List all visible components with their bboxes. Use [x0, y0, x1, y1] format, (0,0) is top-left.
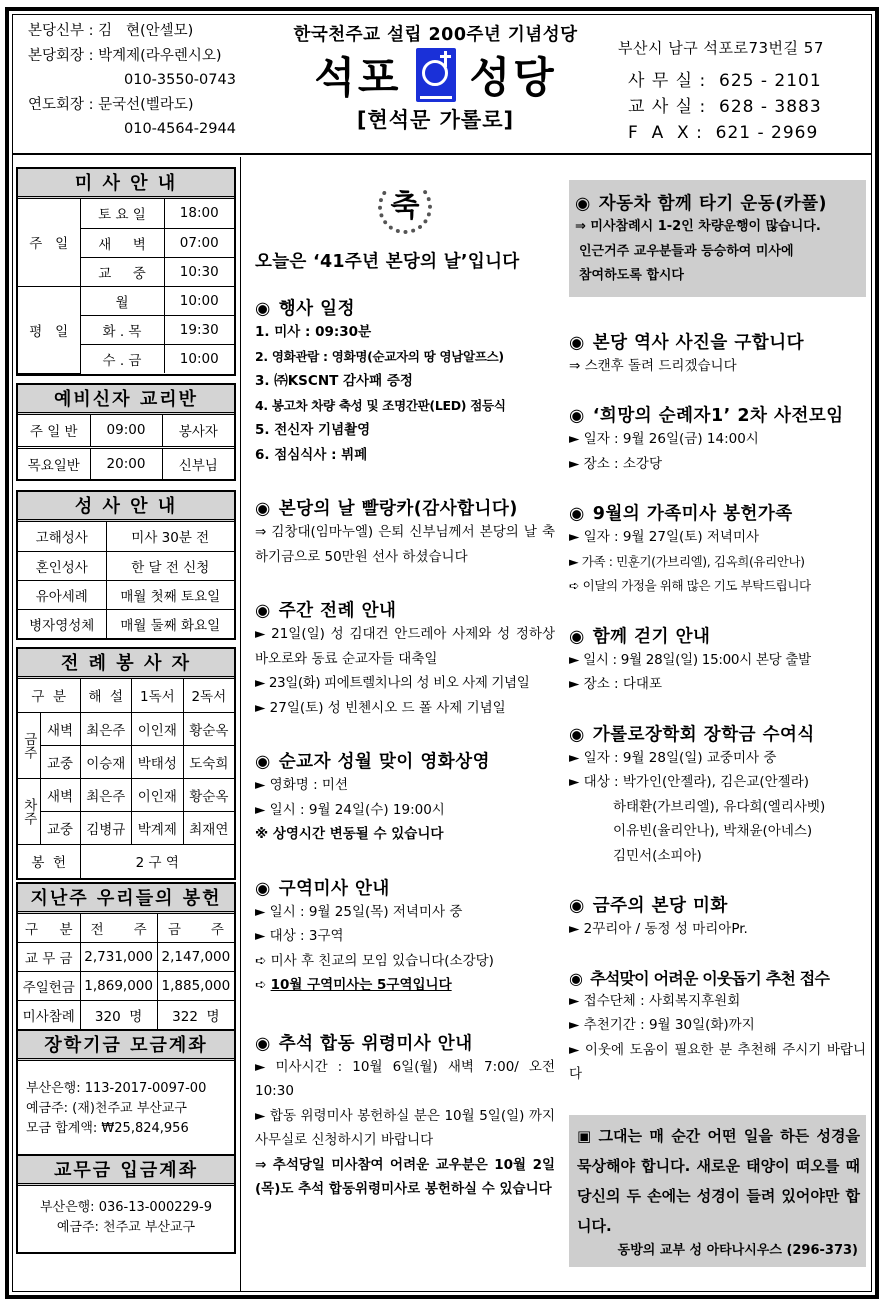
right-column: ◉ 자동차 함께 타기 운동(카풀) ⇒ 미사참례시 1-2인 차량운행이 많습니다. 인근거주 교우분들과 등승하여 미사에 참여하도록 합시다 ◉ 본당 역사 사진을 구합니다 ⇒ 스캔후 돌려 드리겠습니다 ◉ ‘희망의 순례자1’ 2차 사전모임 ► 일자 : 9월 26일(금) 14:00시 ► 장소 : 소강당 ◉ 9월의 가족미사 봉헌가족 ► 일자 : 9월 27일(토) 저녁미사 ► 가족 : 민훈기(가브리엘), 김옥희(유리안나) ➪ 이달의 가정을 위해 많은 기도 부탁드립니다 ◉ 함께 걷기 안내 ► 일시 : 9월 28일(일) 15:00시 본당 출발 ► 장소 : 다대포 ◉ 가롤로장학회 장학금 수여식 ► 일자 : 9월 28일(일) 교중미사 중 ► 대상 : 박가인(안젤라), 김은교(안젤라) 하태환(가브리엘), 유다희(엘리사벳) 이유빈(율리안나), 박채윤(아네스) 김민서(소피아) ◉ 금주의 본당 미화 ► 2꾸리아 / 동정 성 마리아Pr. ◉ 추석맞이 어려운 이웃돕기 추천 접수 ► 접수단체 : 사회복지후원회 ► 추천기간 : 9월 30일(화)까지 ► 이웃에 도움이 필요한 분 추천해 주시기 바랍니다 ▣ 그대는 매 순간 어떤 일을 하든 성경을 묵상해야 합니다. 새로운 태양이 떠오를 때 당신의 두 손에는 성경이 들려 있어야만 합니다. 동방의 교부 성 아타나시우스 (296-373) [569, 180, 866, 1267]
section-family-mass: ◉ 9월의 가족미사 봉헌가족 [569, 504, 793, 524]
mass-schedule-box [16, 167, 236, 376]
scripture-quote-box [569, 1115, 866, 1267]
celebration-emblem-icon: 축 [378, 180, 432, 234]
sacraments-title: 성 사 안 내 [18, 492, 234, 522]
parish-name [268, 48, 603, 102]
mass-schedule-table: 주 일 토 요 일 18:00 새 벽 07:00 교 중 10:30 평 일 월 10:00 화 . 목 19:30 수 . 금 10:00 [18, 199, 234, 374]
pastor: 본당신부 : 김 현(안셀모) [28, 23, 194, 39]
carpool-box: ◉ 자동차 함께 타기 운동(카풀) ⇒ 미사참례시 1-2인 차량운행이 많습니다. 인근거주 교우분들과 등승하여 미사에 참여하도록 합시다 [569, 180, 866, 297]
section-weekly-liturgy: ◉ 주간 전례 안내 [255, 601, 397, 621]
contact-teachers-room: 교 사 실 : 628 - 3883 [628, 97, 822, 117]
legion-chair: 연도회장 : 문국선(벨라도) [28, 96, 194, 113]
anniversary-subtitle: 한국천주교 설립 200주년 기념성당 [293, 25, 578, 45]
parish-name-right: 성당 [469, 53, 557, 102]
liturgy-servers-table: 구 분 해 설 1독서 2독서 금주 새벽 최은주 이인재 황순옥 교중 이승재 박태성 도숙희 차주 새벽 최은주 이인재 황순옥 교중 김병규 박계제 최재연 봉 헌 2 구 역 [18, 679, 234, 878]
section-scholarship-ceremony: ◉ 가롤로장학회 장학금 수여식 [569, 724, 815, 745]
section-chuseok-neighbors: ◉ 추석맞이 어려운 이웃돕기 추천 접수 [569, 968, 830, 988]
offerings-box [16, 882, 236, 1031]
quote-source: 동방의 교부 성 아타나시우스 (296-373) [617, 1242, 858, 1258]
sacraments-table: 고해성사 미사 30분 전 혼인성사 한 달 전 신청 유아세례 매월 첫째 토요일 병자영성체 매월 둘째 화요일 [18, 522, 234, 638]
left-sidebar [13, 157, 241, 1291]
parish-title-block [268, 15, 603, 134]
section-martyrs-movie: ◉ 순교자 성월 맞이 영화상영 [255, 752, 491, 772]
section-carpool: ◉ 자동차 함께 타기 운동(카풀) [575, 194, 828, 214]
section-history-photos: ◉ 본당 역사 사진을 구합니다 [569, 332, 805, 353]
contact-office: 사 무 실 : 625 - 2101 [628, 71, 822, 91]
quote-text: ▣ 그대는 매 순간 어떤 일을 하든 성경을 묵상해야 합니다. 새로운 태양이 떠오를 때 당신의 두 손에는 성경이 들려 있어야만 합니다. [577, 1126, 860, 1235]
bulletin-header [13, 15, 871, 155]
mass-schedule-title: 미 사 안 내 [18, 169, 234, 199]
liturgy-servers-title: 전 례 봉 사 자 [18, 649, 234, 679]
catechumen-table: 주 일 반 09:00 봉사자 목요일반 20:00 신부님 [18, 415, 234, 479]
scholarship-account-box [16, 1029, 236, 1157]
patron-saint: [현석문 가롤로] [356, 108, 515, 132]
scholarship-account-title: 장학기금 모금계좌 [18, 1031, 234, 1061]
section-chuseok-memorial-mass: ◉ 추석 합동 위령미사 안내 [255, 1033, 473, 1054]
sacraments-box [16, 490, 236, 640]
section-pilgrims-meeting: ◉ ‘희망의 순례자1’ 2차 사전모임 [569, 406, 844, 426]
council-chair-phone: 010-3550-0743 [124, 72, 236, 88]
section-walk-together: ◉ 함께 걷기 안내 [569, 626, 711, 647]
section-event-schedule: ◉ 행사 일정 [255, 299, 355, 319]
dues-account-details: 부산은행: 036-13-000229-9 예금주: 천주교 부산교구 [39, 1200, 213, 1235]
district-mass-next-month: 10월 구역미사는 5구역입니다 [270, 977, 452, 993]
scholarship-account-details: 부산은행: 113-2017-0097-00 예금주: (재)천주교 부산교구 모금 합계액: ₩25,824,956 [26, 1081, 207, 1136]
bullet-icon: ◉ [255, 299, 271, 319]
staff-info [28, 19, 236, 142]
legion-chair-phone: 010-4564-2944 [124, 121, 236, 137]
address: 부산시 남구 석포로73번길 57 [618, 39, 824, 57]
section-district-mass: ◉ 구역미사 안내 [255, 878, 390, 899]
dues-account-box [16, 1154, 236, 1254]
catechumen-title: 예비신자 교리반 [18, 385, 234, 415]
headline: 오늘은 ‘41주년 본당의 날’입니다 [255, 252, 520, 272]
offerings-title: 지난주 우리들의 봉헌 [18, 884, 234, 914]
parish-logo-icon [416, 48, 456, 102]
contact-info [618, 37, 824, 146]
section-anniversary-gift: ◉ 본당의 날 빨랑카(감사합니다) [255, 499, 518, 519]
offerings-table: 구 분 전 주 금 주 교 무 금 2,731,000 2,147,000 주일헌금 1,869,000 1,885,000 미사참례 320 명 322 명 [18, 914, 234, 1029]
liturgy-servers-box [16, 647, 236, 880]
middle-column: 축 오늘은 ‘41주년 본당의 날’입니다 ◉ 행사 일정 1. 미사 : 09:30분 2. 영화관람 : 영화명(순교자의 땅 영남알프스) 3. ㈜KSCNT 감사패 증정 4. 봉고차 차량 축성 및 조명간판(LED) 점등식 5. 전신자 기념촬영 6. 점심식사 : 뷔페 ◉ 본당의 날 빨랑카(감사합니다) ⇒ 김창대(임마누엘) 은퇴 신부님께서 본당의 날 축하기금으로 50만원 선사 하셨습니다 ◉ 주간 전례 안내 ► 21일(일) 성 김대건 안드레아 사제와 성 정하상 바오로와 동료 순교자들 대축일 ► 23일(화) 피에트렐치나의 성 비오 사제 기념일 ► 27일(토) 성 빈첸시오 드 폴 사제 기념일 ◉ 순교자 성월 맞이 영화상영 ► 영화명 : 미션 ► 일시 : 9월 24일(수) 19:00시 ※ 상영시간 변동될 수 있습니다 ◉ 구역미사 안내 ► 일시 : 9월 25일(목) 저녁미사 중 ► 대상 : 3구역 ➪ 미사 후 친교의 모임 있습니다(소강당) ➪ 10월 구역미사는 5구역입니다 ◉ 추석 합동 위령미사 안내 ► 미사시간 : 10월 6일(월) 새벽 7:00/ 오전 10:30 ► 합동 위령미사 봉헌하실 분은 10월 5일(일) 까지 사무실로 신청하시기 바랍니다 ⇒ 추석당일 미사참여 어려운 교우분은 10월 2일(목)도 추석 합동위령미사로 봉헌하실 수 있습니다 [255, 170, 555, 1202]
section-flower-decoration: ◉ 금주의 본당 미화 [569, 896, 728, 916]
catechumen-box [16, 383, 236, 481]
parish-name-left: 석포 [314, 53, 402, 102]
dues-account-title: 교무금 입금계좌 [18, 1156, 234, 1186]
council-chair: 본당회장 : 박계제(라우렌시오) [28, 47, 222, 64]
contact-fax: F A X : 621 - 2969 [628, 123, 819, 143]
